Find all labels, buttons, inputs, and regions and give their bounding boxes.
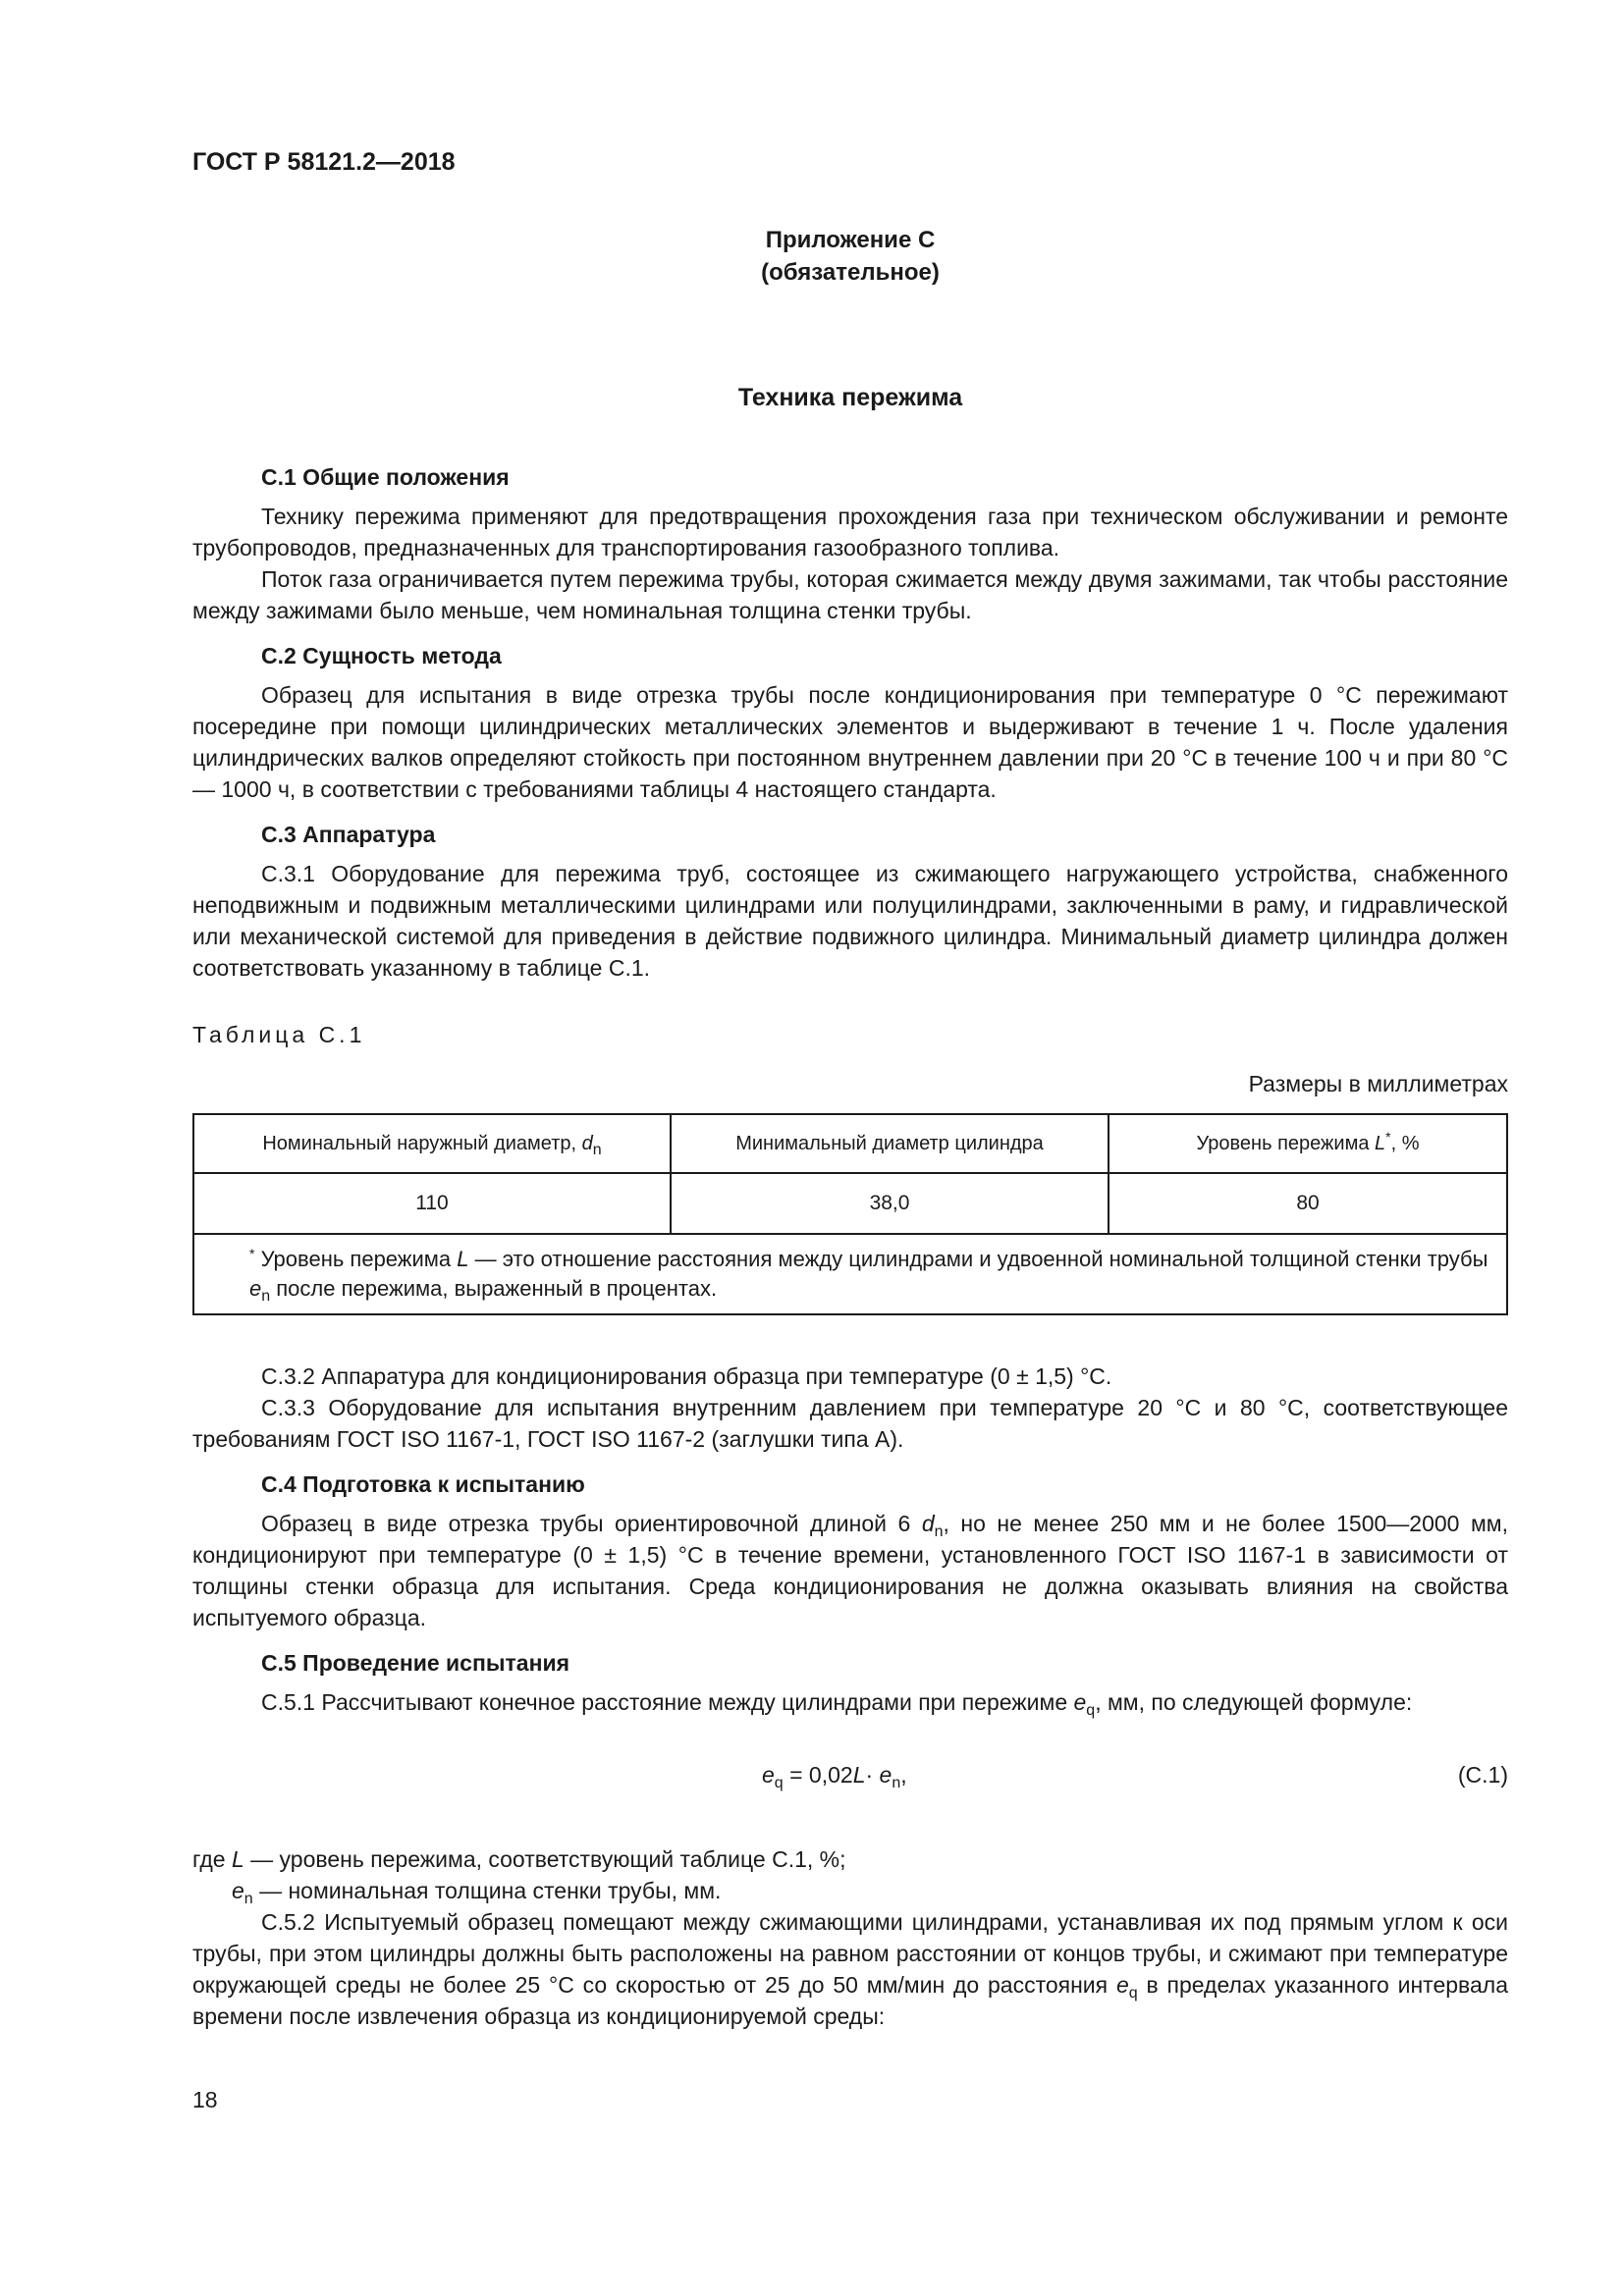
body-top: [192, 461, 1508, 984]
section-c2-paragraph-1: Образец для испытания в виде отрезка трубы после кондиционирования при температуре 0 °С пережимают посередине при помощи цилиндрических металлических элементов и выдерживают в течение 1 ч. После удаления цилиндрических валков определяют стойкость при постоянном внутреннем давлении при 20 °С в течение 100 ч и при 80 °С — 1000 ч, в соответствии с требованиями таблицы 4 настоящего стандарта.: [192, 682, 1508, 802]
table-header-cell: Уровень пережима L*, %: [1109, 1114, 1507, 1173]
section-c5-paragraph-2: С.5.2 Испытуемый образец помещают между сжимающими цилиндрами, устанавливая их под прямым углом к оси трубы, при этом цилиндры должны быть расположены на равном расстоянии от концов трубы, и сжимают при температуре окружающей среды не более 25 °С со скоростью от 25 до 50 мм/мин до расстояния $e_q$ в пределах указанного интервала времени после извлечения образца из кондиционируемой среды:: [192, 1909, 1509, 2029]
section-c1-paragraph-1: Технику пережима применяют для предотвращения прохождения газа при техническом обслуживании и ремонте трубопроводов, предназначенных для транспортирования газообразного топлива.: [192, 504, 1508, 561]
section-c2-heading: С.2 Сущность метода: [261, 643, 502, 668]
section-c5-paragraph-1: С.5.1 Рассчитывают конечное расстояние между цилиндрами при пережиме $e_q$, мм, по следующей формуле:: [261, 1689, 1413, 1719]
section-c5-heading: С.5 Проведение испытания: [261, 1650, 570, 1676]
page-number: 18: [192, 2087, 218, 2112]
table-header-row: [193, 1114, 1507, 1173]
document-code: ГОСТ Р 58121.2—2018: [192, 148, 456, 176]
formula-where-1: где L — уровень пережима, соответствующий таблице С.1, %;: [192, 1846, 846, 1872]
formula-expression: $e_q = 0,02L\cdot e_n$,: [762, 1762, 907, 1791]
section-c3-paragraph-1: С.3.1 Оборудование для пережима труб, состоящее из сжимающего нагружающего устройства, снабженного неподвижным и подвижным металлическими цилиндрами или полуцилиндрами, заключенными в раму, и гидравлической или механической системой для приведения в действие подвижного цилиндра. Минимальный диаметр цилиндра должен соответствовать указанному в таблице С.1.: [192, 861, 1508, 981]
body-bottom: [192, 1361, 1508, 2032]
table-caption: Таблица С.1: [192, 1022, 366, 1047]
table-footnote: * Уровень пережима L — это отношение расстояния между цилиндрами и удвоенной номинальной толщиной стенки трубы $e_n$ после пережима, выраженный в процентах.: [193, 1234, 1507, 1314]
table-block: [192, 1019, 1508, 1315]
annex-heading: [192, 224, 1508, 289]
formula-c1: [192, 1759, 1508, 1790]
section-c1-paragraph-2: Поток газа ограничивается путем пережима трубы, которая сжимается между двумя зажимами, так чтобы расстояние между зажимами было меньше, чем номинальная толщина стенки трубы.: [192, 566, 1508, 623]
annex-status: (обязательное): [761, 259, 940, 286]
formula-where-2: $e_n$ — номинальная толщина стенки трубы, мм.: [232, 1878, 722, 1907]
section-c4-paragraph-1: Образец в виде отрезка трубы ориентировочной длиной 6 $d_n$, но не менее 250 мм и не более 1500—2000 мм, кондиционируют при температуре (0 ± 1,5) °С в течение времени, установленного ГОСТ ISO 1167-1 в зависимости от толщины стенки образца для испытания. Среда кондиционирования не должна оказывать влияния на свойства испытуемого образца.: [192, 1511, 1508, 1630]
table-cell: 80: [1109, 1173, 1507, 1234]
table-cell: 110: [193, 1173, 671, 1234]
section-c1-heading: С.1 Общие положения: [261, 464, 510, 490]
section-c4-heading: С.4 Подготовка к испытанию: [261, 1471, 585, 1497]
table-units: Размеры в миллиметрах: [1248, 1071, 1508, 1096]
table-header-cell: Минимальный диаметр цилиндра: [671, 1114, 1109, 1173]
section-c3-paragraph-2: С.3.2 Аппаратура для кондиционирования образца при температуре (0 ± 1,5) °С.: [261, 1363, 1112, 1389]
table-c1: [192, 1113, 1508, 1315]
annex-name: Приложение С: [765, 227, 936, 253]
annex-title: Техника пережима: [737, 384, 963, 411]
table-row: [193, 1173, 1507, 1234]
formula-number: (С.1): [1457, 1762, 1508, 1788]
table-note-row: [193, 1234, 1507, 1314]
table-cell: 38,0: [671, 1173, 1109, 1234]
table-header-cell: Номинальный наружный диаметр, $d_n$: [193, 1114, 671, 1173]
section-c3-paragraph-3: С.3.3 Оборудование для испытания внутренним давлением при температуре 20 °С и 80 °С, соответствующее требованиям ГОСТ ISO 1167-1, ГОСТ ISO 1167-2 (заглушки типа А).: [192, 1395, 1508, 1452]
section-c3-heading: С.3 Аппаратура: [261, 822, 436, 847]
